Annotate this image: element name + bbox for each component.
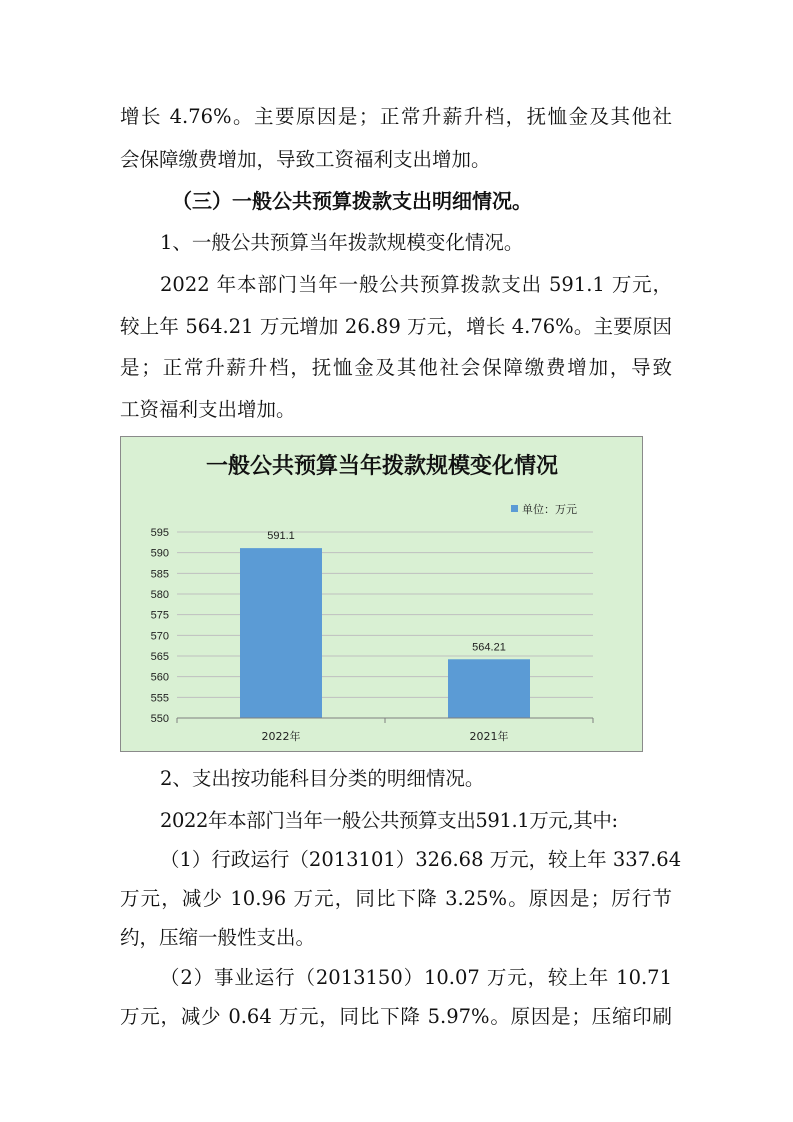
text-line: 万元，减少 0.64 万元，同比下降 5.97%。原因是；压缩印刷: [120, 1005, 672, 1028]
text-line: 是；正常升薪升档，抚恤金及其他社会保障缴费增加，导致: [120, 356, 672, 379]
text-line: 万元，减少 10.96 万元，同比下降 3.25%。原因是；厉行节: [120, 887, 672, 910]
bar: [448, 659, 530, 718]
text-line: （1）行政运行（2013101）326.68 万元，较上年 337.64: [160, 848, 682, 871]
y-tick-label: 585: [150, 568, 169, 581]
y-tick-label: 550: [150, 713, 169, 725]
subsection-heading: 1、一般公共预算当年拨款规模变化情况。: [160, 231, 524, 254]
data-label: 564.21: [472, 641, 506, 654]
y-axis: [151, 527, 169, 725]
y-tick-label: 580: [150, 589, 169, 601]
x-tick-label: 2021年: [469, 730, 509, 743]
y-tick-label: 565: [150, 651, 169, 663]
text-line: 会保障缴费增加，导致工资福利支出增加。: [120, 148, 491, 171]
bars: [240, 530, 530, 718]
text-line: 工资福利支出增加。: [120, 398, 296, 421]
y-tick-label: 560: [150, 671, 169, 684]
x-axis: [177, 718, 593, 743]
y-tick-label: 595: [150, 527, 169, 539]
text-line: 较上年 564.21 万元增加 26.89 万元，增长 4.76%。主要原因: [120, 315, 672, 338]
text-line: （2）事业运行（2013150）10.07 万元，较上年 10.71: [160, 966, 672, 989]
legend-swatch: [511, 505, 518, 512]
y-tick-label: 570: [150, 630, 169, 643]
bar-chart: [120, 436, 643, 752]
bar: [240, 548, 322, 718]
section-heading: （三）一般公共预算拨款支出明细情况。: [172, 189, 532, 213]
chart-title: 一般公共预算当年拨款规模变化情况: [205, 454, 559, 479]
y-tick-label: 590: [150, 547, 169, 560]
y-tick-label: 575: [150, 609, 169, 622]
chart-canvas: [121, 437, 642, 751]
y-tick-label: 555: [150, 692, 169, 705]
legend-label: 单位：万元: [522, 503, 577, 516]
gridlines: [177, 532, 593, 718]
text-line: 2022年本部门当年一般公共预算支出591.1万元,其中:: [160, 809, 618, 832]
text-line: 约，压缩一般性支出。: [120, 926, 316, 949]
text-line: 增长 4.76%。主要原因是；正常升薪升档，抚恤金及其他社: [120, 105, 672, 128]
subsection-heading: 2、支出按功能科目分类的明细情况。: [160, 767, 485, 790]
data-label: 591.1: [267, 530, 295, 543]
x-tick-label: 2022年: [261, 730, 301, 743]
text-line: 2022 年本部门当年一般公共预算拨款支出 591.1 万元，: [160, 273, 672, 296]
